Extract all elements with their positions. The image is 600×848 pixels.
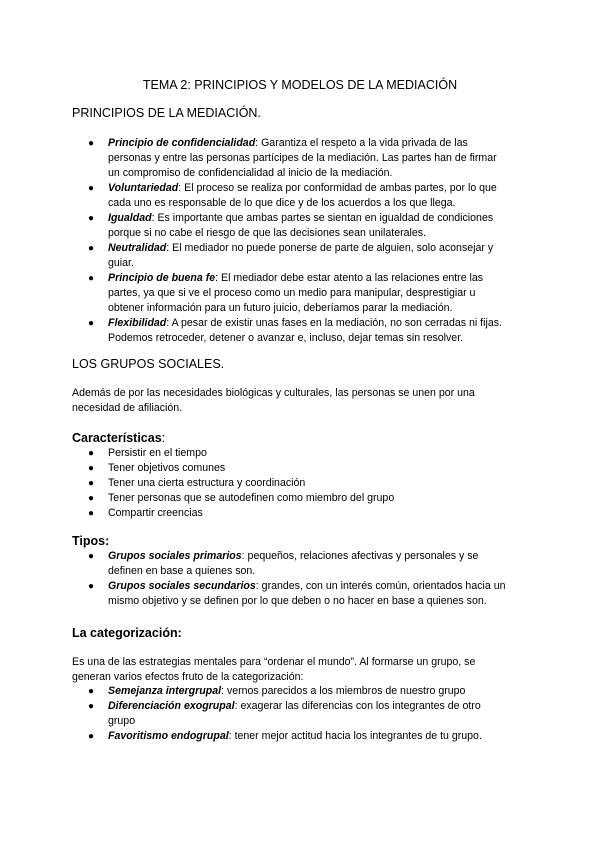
section-principios bbox=[72, 105, 532, 121]
list-item: ● Semejanza intergrupal: vernos parecidos a los miembros de nuestro grupo bbox=[88, 685, 466, 697]
bullet-icon: ● bbox=[88, 273, 95, 284]
section-categorizacion bbox=[72, 625, 532, 641]
list-item: ● Compartir creencias bbox=[88, 507, 203, 519]
item-line: El mediador no puede ponerse de parte de alguien, solo aconsejar y bbox=[172, 242, 494, 254]
list-item: ● Tener una cierta estructura y coordinación bbox=[88, 477, 306, 489]
bullet-icon: ● bbox=[88, 551, 95, 562]
heading-categorizacion: La categorización: bbox=[72, 626, 182, 640]
item-line: obtener información para un futuro juicio, deberíamos parar la mediación. bbox=[108, 302, 453, 314]
heading-grupos: LOS GRUPOS SOCIALES. bbox=[72, 357, 225, 371]
item-line: Podemos retroceder, detener o avanzar e, incluso, dejar temas sin resolver. bbox=[108, 332, 464, 344]
item-term: Principio de buena fe bbox=[108, 272, 216, 284]
bullet-icon: ● bbox=[88, 493, 95, 504]
item-line: El proceso se realiza por conformidad de ambas partes, por lo que bbox=[184, 182, 497, 194]
list-categorizacion bbox=[72, 684, 532, 744]
bullet-icon: ● bbox=[88, 213, 95, 224]
bullet-icon: ● bbox=[88, 686, 95, 697]
item-line: El mediador debe estar atento a las relaciones entre las bbox=[221, 272, 484, 284]
list-item: ● Persistir en el tiempo bbox=[88, 447, 207, 459]
list-item: ● Igualdad: Es importante que ambas partes se sientan en igualdad de condiciones porque si no cabe el riesgo de que las decisiones sean unilaterales. bbox=[88, 212, 494, 239]
list-item: ● Principio de confidencialidad: Garantiza el respeto a la vida privada de las personas y entre las personas partícipes de la mediación. Las partes han de firmar un compromiso de confidencialidad al inicio de la mediación. bbox=[88, 137, 497, 179]
item-line: personas y entre las personas partícipes de la mediación. Las partes han de firmar bbox=[108, 152, 497, 164]
bullet-icon: ● bbox=[88, 448, 95, 459]
item-term: Principio de confidencialidad bbox=[108, 137, 256, 149]
list-principios bbox=[72, 136, 532, 346]
item-line: Es importante que ambas partes se sientan en igualdad de condiciones bbox=[157, 212, 494, 224]
list-item: ● Neutralidad: El mediador no puede ponerse de parte de alguien, solo aconsejar y guiar. bbox=[88, 242, 494, 269]
section-tipos bbox=[72, 533, 532, 549]
item-term: Flexibilidad bbox=[108, 317, 167, 329]
bullet-icon: ● bbox=[88, 478, 95, 489]
item-term: Igualdad bbox=[108, 212, 152, 224]
heading-principios: PRINCIPIOS DE LA MEDIACIÓN. bbox=[72, 106, 261, 120]
item-line: partes, ya que si ve el proceso como un medio para manipular, desprestigiar u bbox=[108, 287, 476, 299]
heading-caracteristicas: Características: bbox=[72, 431, 166, 445]
list-item: ● Tener objetivos comunes bbox=[88, 462, 226, 474]
bullet-icon: ● bbox=[88, 508, 95, 519]
section-caracteristicas bbox=[72, 430, 532, 446]
item-term: Grupos sociales secundarios bbox=[108, 580, 256, 592]
list-item: ● Diferenciación exogrupal: exagerar las diferencias con los integrantes de otro grupo bbox=[88, 700, 481, 727]
list-item: ● Grupos sociales primarios: pequeños, relaciones afectivas y personales y se definen en base a quienes son. bbox=[88, 550, 479, 577]
bullet-icon: ● bbox=[88, 581, 95, 592]
bullet-icon: ● bbox=[88, 731, 95, 742]
bullet-icon: ● bbox=[88, 183, 95, 194]
bullet-icon: ● bbox=[88, 138, 95, 149]
list-item: ● Tener personas que se autodefinen como miembro del grupo bbox=[88, 492, 395, 504]
list-item: ● Grupos sociales secundarios: grandes, con un interés común, orientados hacia un mismo objetivo y se definen por lo que deben o no hacer en base a quienes son. bbox=[88, 580, 506, 607]
heading-tipos: Tipos: bbox=[72, 534, 110, 548]
section-grupos bbox=[72, 356, 532, 372]
item-line: cada uno es responsable de lo que dice y de los acuerdos a los que llega. bbox=[108, 197, 456, 209]
document-title: TEMA 2: PRINCIPIOS Y MODELOS DE LA MEDIACIÓN bbox=[142, 78, 458, 92]
bullet-icon: ● bbox=[88, 463, 95, 474]
categorizacion-intro: Es una de las estrategias mentales para “ordenar el mundo”. Al formarse un grupo, se generan varios efectos fruto de la categorización: bbox=[72, 656, 476, 683]
grupos-intro: Además de por las necesidades biológicas y culturales, las personas se unen por una necesidad de afiliación. bbox=[72, 387, 475, 414]
list-item: ● Favoritismo endogrupal: tener mejor actitud hacia los integrantes de tu grupo. bbox=[88, 730, 482, 742]
list-item: ● Flexibilidad: A pesar de existir unas fases en la mediación, no son cerradas ni fijas. Podemos retroceder, detener o avanzar e, incluso, dejar temas sin resolver. bbox=[88, 317, 502, 344]
list-item: ● Voluntariedad: El proceso se realiza por conformidad de ambas partes, por lo que cada uno es responsable de lo que dice y de los acuerdos a los que llega. bbox=[88, 182, 497, 209]
item-term: Favoritismo endogrupal bbox=[108, 730, 229, 742]
list-tipos bbox=[72, 549, 532, 609]
item-line: Garantiza el respeto a la vida privada de las bbox=[261, 137, 468, 149]
item-term: Neutralidad bbox=[108, 242, 167, 254]
item-term: Diferenciación exogrupal bbox=[108, 700, 235, 712]
list-caracteristicas bbox=[72, 446, 532, 521]
list-item: ● Principio de buena fe: El mediador debe estar atento a las relaciones entre las partes, ya que si ve el proceso como un medio para manipular, desprestigiar u obtener información para un futuro juicio, deberíamos parar la mediación. bbox=[88, 272, 484, 314]
item-term: Grupos sociales primarios bbox=[108, 550, 242, 562]
item-line: guiar. bbox=[108, 257, 134, 269]
item-line: porque si no cabe el riesgo de que las decisiones sean unilaterales. bbox=[108, 227, 427, 239]
item-term: Voluntariedad bbox=[108, 182, 179, 194]
bullet-icon: ● bbox=[88, 243, 95, 254]
bullet-icon: ● bbox=[88, 701, 95, 712]
item-line: un compromiso de confidencialidad al inicio de la mediación. bbox=[108, 167, 393, 179]
item-term: Semejanza intergrupal bbox=[108, 685, 222, 697]
item-line: A pesar de existir unas fases en la mediación, no son cerradas ni fijas. bbox=[171, 317, 502, 329]
bullet-icon: ● bbox=[88, 318, 95, 329]
